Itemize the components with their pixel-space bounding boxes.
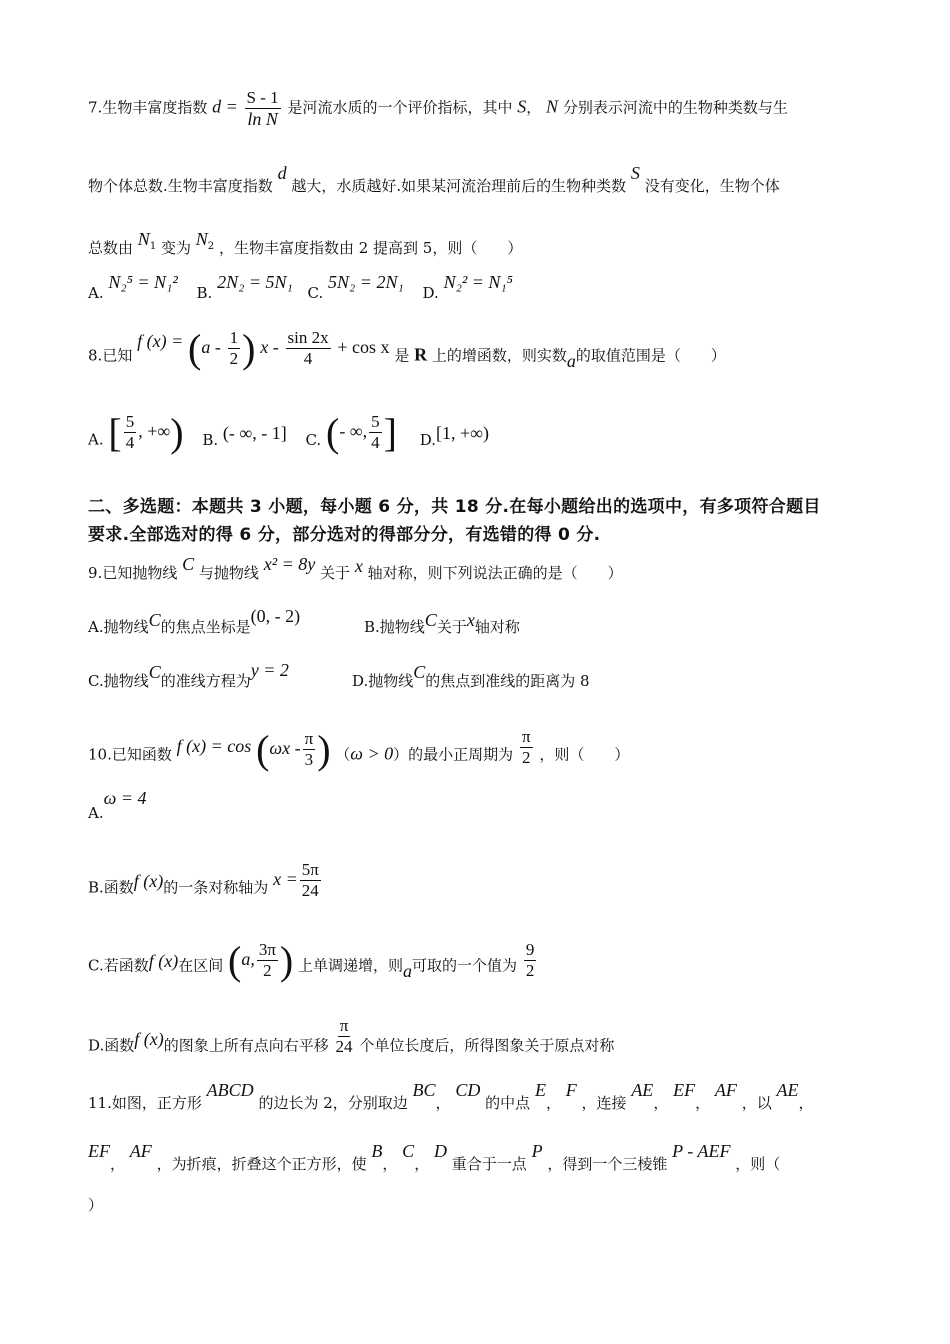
- q7-line2: 物个体总数.生物丰富度指数 d 越大，水质越好.如果某河流治理前后的生物种类数 S 没有变化，生物个体: [88, 163, 780, 195]
- q11-line3: ）: [88, 1196, 104, 1214]
- section2-heading-line2: 要求.全部选对的得 6 分，部分选对的得部分分，有选错的得 0 分.: [88, 525, 601, 545]
- q7-option-b: B. 2N₂ = 5N₁: [196, 272, 293, 302]
- q9-line1: 9.已知抛物线 C 与抛物线 x² = 8y 关于 x 轴对称，则下列说法正确的是（ ）: [88, 554, 623, 582]
- q8-option-d: D.[1, +∞): [419, 422, 489, 449]
- q10-line1: 10.已知函数 f (x) = cos (ωx - $\frac{\pi}{3}$ ) （ω > 0）的最小正周期为 $\frac{\pi}{2}$ ，则（ ）: [88, 726, 630, 772]
- q11-line1: 11.如图，正方形 ABCD 的边长为 2，分别取边 BC， CD 的中点 E， F ，连接 AE， EF， AF ，以 AE，: [88, 1080, 814, 1112]
- q7-option-d: D. N₂² = N₁⁵: [422, 272, 513, 302]
- q8-line1: 8.已知 f (x) = (a - $\frac{1}{2}$ ) x - $\frac{\sin 2x}{4}$ + cos x 是 R 上的增函数，则实数a的取值范围是（ ）: [88, 325, 726, 371]
- q7-options: [88, 272, 513, 302]
- q7-line3: 总数由 $N_1$ 变为 $N_2$ ，生物丰富度指数由 2 提高到 5，则（ ）: [88, 229, 523, 257]
- section2-heading-line1: 二、多选题：本题共 3 小题，每小题 6 分，共 18 分.在每小题给出的选项中，有多项符合题目: [88, 497, 821, 517]
- q9-options-ab: [88, 606, 301, 636]
- q8-option-a: A. [ $\frac{5}{4}$ , +∞): [88, 409, 184, 455]
- q7-option-c: C. 5N₂ = 2N₁: [307, 272, 404, 302]
- q8-option-c: C. (- ∞, $\frac{5}{4}$ ]: [305, 409, 397, 455]
- q7-line1: 7.生物丰富度指数 d = $\frac{S - 1}{\text{ln N}}$ 是河流水质的一个评价指标，其中 S， N 分别表示河流中的生物种类数与生: [88, 88, 788, 129]
- q7-option-a: A. N₂⁵ = N₁²: [88, 272, 178, 302]
- q8-options: [88, 409, 489, 461]
- q11-line2: EF， AF ，为折痕，折叠这个正方形，使 B， C， D 重合于一点 P ，得到一个三棱锥 P - AEF ，则（: [88, 1141, 781, 1173]
- q8-option-b: B. (- ∞, - 1]: [202, 422, 287, 449]
- q9-option-b: B.抛物线C关于x轴对称: [364, 610, 520, 636]
- q10-option-d: D.函数f (x)的图象上所有点向右平移 $\frac{\pi}{24}$ 个单位长度后，所得图象关于原点对称: [88, 1016, 615, 1056]
- q7-formula-lhs: d =: [212, 96, 238, 117]
- q7-fraction: $\frac{S - 1}{\text{ln N}}$: [246, 88, 279, 129]
- q9-option-a: A.抛物线C的焦点坐标是(0, - 2): [88, 606, 301, 636]
- q10-option-b: B.函数f (x)的一条对称轴为 x = $\frac{5\pi}{24}$: [88, 860, 319, 900]
- q9-option-c: C.抛物线C的准线方程为y = 2: [88, 660, 289, 690]
- q10-option-c: C.若函数f (x)在区间 (a, $\frac{3\pi}{2}$ ) 上单调递增，则a可取的一个值为 $\frac{9}{2}$: [88, 937, 535, 983]
- q10-option-a: A.ω = 4: [88, 788, 147, 822]
- q9-option-d: D.抛物线C的焦点到准线的距离为 8: [352, 662, 590, 690]
